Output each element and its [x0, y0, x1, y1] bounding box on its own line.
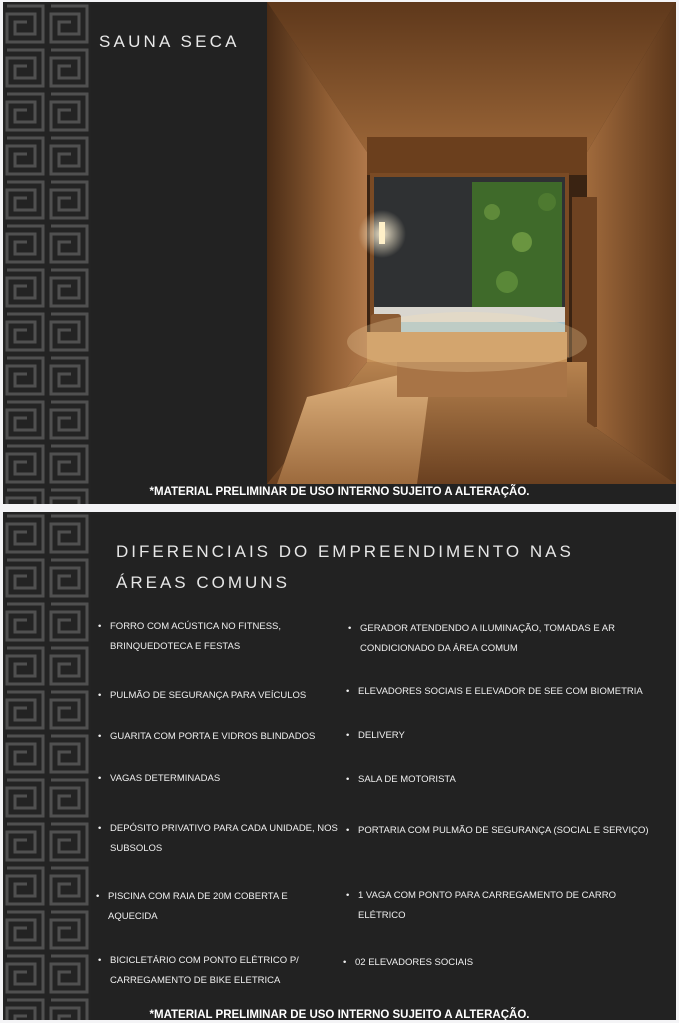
feature-item — [98, 819, 343, 859]
sauna-interior-image — [267, 2, 676, 484]
bullet-icon: • — [343, 957, 347, 968]
slide-features — [3, 512, 676, 1020]
feature-text: ELEVADORES SOCIAIS E ELEVADOR DE SEE COM BIOMETRIA — [358, 686, 643, 697]
bullet-icon: • — [98, 690, 102, 701]
bullet-icon: • — [346, 774, 350, 785]
disclaimer: *MATERIAL PRELIMINAR DE USO INTERNO SUJEITO A ALTERAÇÃO. — [149, 486, 530, 498]
feature-text: GERADOR ATENDENDO A ILUMINAÇÃO, TOMADAS E AR CONDICIONADO DA ÁREA COMUM — [360, 623, 615, 654]
feature-text: PISCINA COM RAIA DE 20M COBERTA E AQUECIDA — [108, 891, 288, 922]
feature-text: PULMÃO DE SEGURANÇA PARA VEÍCULOS — [110, 690, 307, 701]
bullet-icon: • — [346, 825, 350, 836]
feature-item — [346, 886, 626, 926]
bullet-icon: • — [98, 773, 102, 784]
section-heading: DIFERENCIAIS DO EMPREENDIMENTO NAS ÁREAS COMUNS — [116, 542, 574, 592]
feature-text: BICICLETÁRIO COM PONTO ELÉTRICO P/ CARREGAMENTO DE BIKE ELETRICA — [110, 955, 299, 986]
feature-text: 1 VAGA COM PONTO PARA CARREGAMENTO DE CARRO ELÉTRICO — [358, 890, 616, 921]
feature-item — [343, 953, 543, 973]
bullet-icon: • — [98, 621, 102, 632]
feature-item — [98, 617, 298, 657]
feature-item — [346, 821, 656, 841]
feature-text: VAGAS DETERMINADAS — [110, 773, 221, 784]
feature-item — [346, 682, 646, 702]
meander-pattern — [3, 2, 91, 504]
feature-text: 02 ELEVADORES SOCIAIS — [355, 957, 474, 968]
disclaimer: *MATERIAL PRELIMINAR DE USO INTERNO SUJEITO A ALTERAÇÃO. — [149, 1009, 530, 1020]
feature-text: DELIVERY — [358, 730, 405, 741]
bullet-icon: • — [98, 955, 102, 966]
feature-item — [98, 727, 328, 747]
bullet-icon: • — [346, 890, 350, 901]
feature-item — [96, 887, 296, 927]
feature-text: GUARITA COM PORTA E VIDROS BLINDADOS — [110, 731, 316, 742]
meander-pattern — [3, 512, 91, 1020]
bullet-icon: • — [98, 731, 102, 742]
slide-sauna — [3, 2, 676, 504]
slide-title: SAUNA SECA — [99, 32, 240, 51]
bullet-icon: • — [346, 686, 350, 697]
feature-item — [98, 686, 318, 706]
feature-item — [98, 769, 318, 789]
feature-text: SALA DE MOTORISTA — [358, 774, 456, 785]
feature-item — [98, 951, 313, 991]
feature-text: PORTARIA COM PULMÃO DE SEGURANÇA (SOCIAL E SERVIÇO) — [358, 825, 649, 836]
feature-item — [348, 619, 638, 659]
bullet-icon: • — [96, 891, 100, 902]
feature-text: FORRO COM ACÚSTICA NO FITNESS, BRINQUEDOTECA E FESTAS — [110, 621, 282, 652]
feature-item — [346, 726, 546, 746]
bullet-icon: • — [348, 623, 352, 634]
feature-item — [346, 770, 546, 790]
bullet-icon: • — [346, 730, 350, 741]
feature-text: DEPÓSITO PRIVATIVO PARA CADA UNIDADE, NOS SUBSOLOS — [110, 823, 338, 854]
bullet-icon: • — [98, 823, 102, 834]
